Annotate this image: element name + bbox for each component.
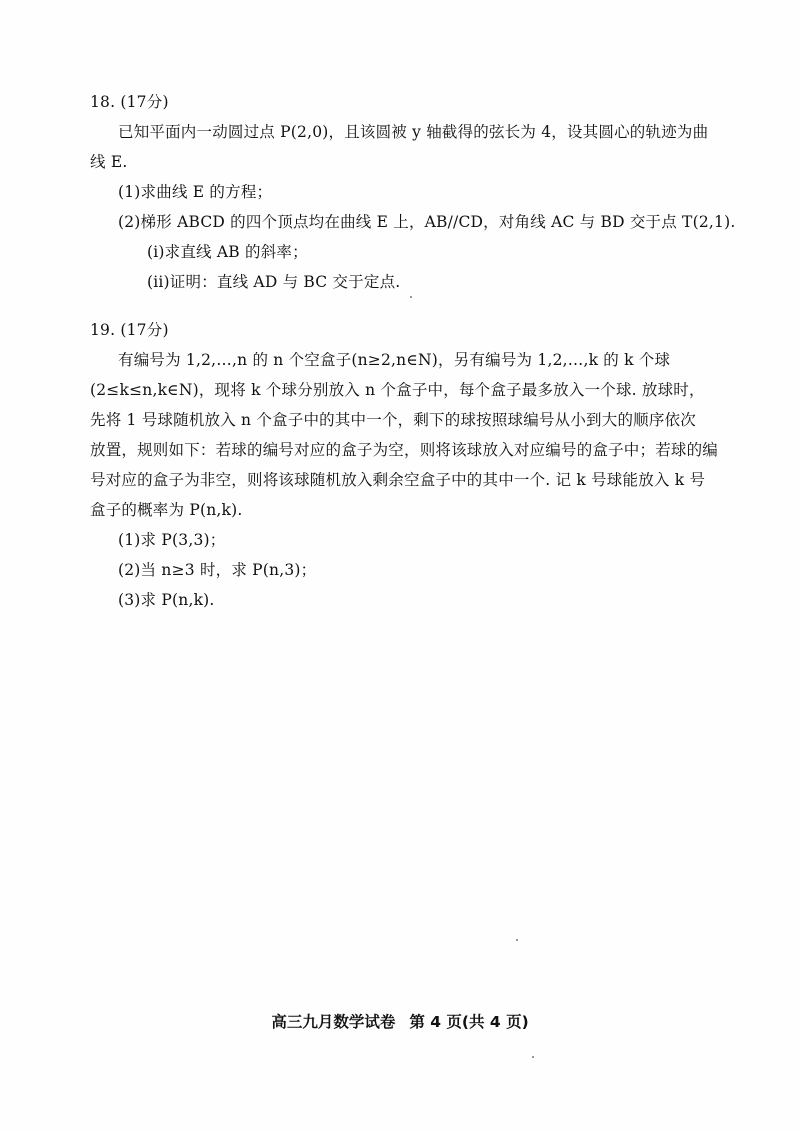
- q19-stem-line1: 有编号为 1,2,…,n 的 n 个空盒子(n≥2,n∈N)，另有编号为 1,2,…,k 的 k 个球: [118, 351, 671, 369]
- scan-speck: [532, 1056, 534, 1058]
- footer-page-info: 第 4 页(共 4 页): [409, 1013, 529, 1031]
- q19-part2: (2)当 n≥3 时，求 P(n,3)；: [118, 561, 317, 579]
- q19-stem-line5: 号对应的盒子为非空，则将该球随机放入剩余空盒子中的其中一个. 记 k 号球能放入 k 号: [90, 471, 706, 489]
- q18-stem-line2: 线 E.: [90, 153, 128, 171]
- q19-stem-line2: (2≤k≤n,k∈N)，现将 k 个球分别放入 n 个盒子中，每个盒子最多放入一个球. 放球时，: [90, 381, 705, 399]
- scan-speck: [410, 296, 412, 298]
- q18-part1: (1)求曲线 E 的方程；: [118, 183, 273, 201]
- q19-stem-line4: 放置，规则如下：若球的编号对应的盒子为空，则将该球放入对应编号的盒子中；若球的编: [90, 441, 719, 459]
- scan-speck: [516, 939, 518, 941]
- q19-stem-line3: 先将 1 号球随机放入 n 个盒子中的其中一个，剩下的球按照球编号从小到大的顺序依次: [90, 411, 696, 429]
- q18-stem-line1: 已知平面内一动圆过点 P(2,0)，且该圆被 y 轴截得的弦长为 4，设其圆心的轨迹为曲: [118, 123, 709, 141]
- q19-stem-line6: 盒子的概率为 P(n,k).: [90, 501, 243, 519]
- q18-part2: (2)梯形 ABCD 的四个顶点均在曲线 E 上，AB//CD，对角线 AC 与 BD 交于点 T(2,1).: [118, 213, 736, 231]
- q19-part3: (3)求 P(n,k).: [118, 591, 215, 609]
- page-footer: [0, 1012, 800, 1032]
- footer-exam-title: 高三九月数学试卷: [271, 1013, 396, 1031]
- q19-header: 19. (17分): [90, 321, 169, 339]
- q18-part2-ii: (ii)证明：直线 AD 与 BC 交于定点.: [147, 273, 401, 291]
- q18-header: 18. (17分): [90, 93, 169, 111]
- q18-part2-i: (i)求直线 AB 的斜率；: [147, 243, 308, 261]
- q19-part1: (1)求 P(3,3)；: [118, 531, 226, 549]
